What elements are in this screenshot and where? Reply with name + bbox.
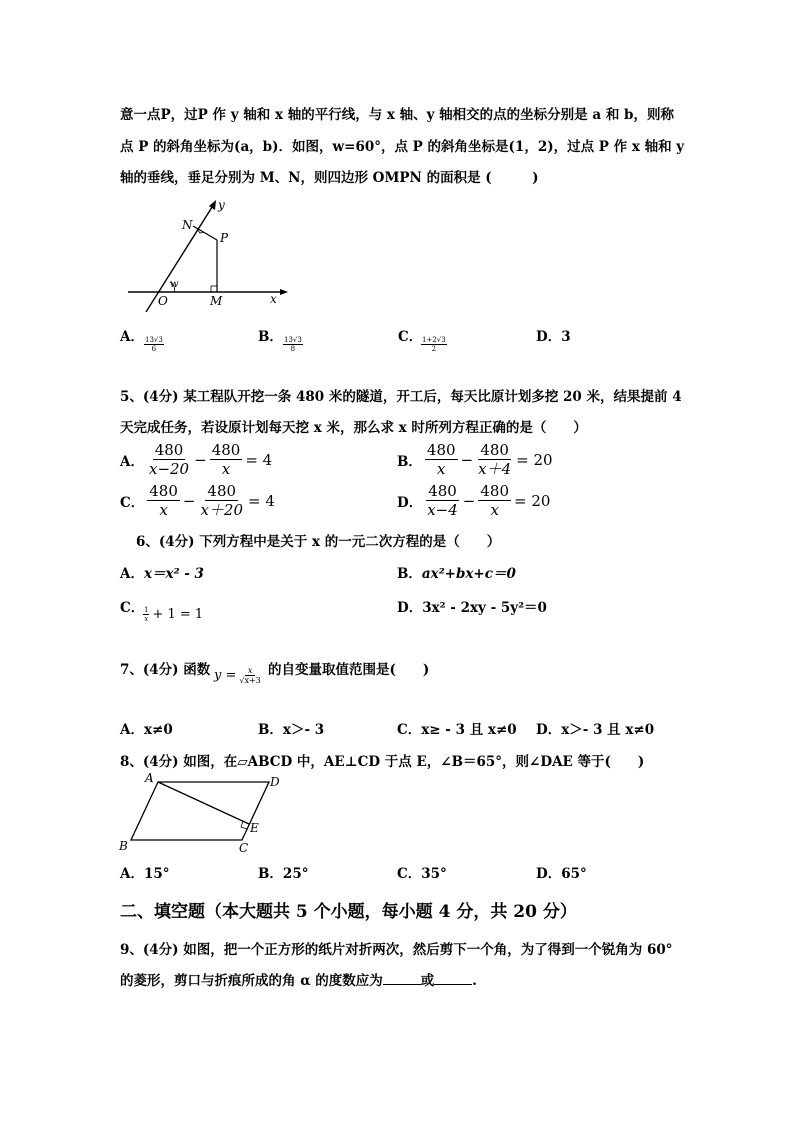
label-D: D — [270, 775, 280, 789]
parallelogram-ABCD — [131, 782, 269, 840]
q4-option-B-letter: B． — [258, 329, 283, 345]
q8-option-D: D．65° — [536, 866, 587, 882]
q9-text-line2: 的菱形，剪口与折痕所成的角 α 的度数应为 或 . — [120, 973, 477, 989]
q7-option-D: D．x＞- 3 且 x≠0 — [536, 722, 655, 738]
q8-stem: 8、(4分) 如图，在▱ABCD 中，AE⊥CD 于点 E，∠B＝65°，则∠DAE 等于( ) — [120, 754, 645, 770]
right-angle-mark-M — [211, 286, 217, 292]
q8-figure-parallelogram — [115, 772, 285, 858]
q9-text-line1: 9、(4分) 如图，把一个正方形的纸片对折两次，然后剪下一个角，为了得到一个锐角为 60° — [120, 942, 673, 958]
label-A: A — [145, 772, 154, 785]
q6-option-C-value: 1 x + 1 = 1 — [144, 606, 204, 623]
answer-blank-1[interactable] — [383, 972, 421, 985]
q7-stem-post: 的自变量取值范围是( ) — [268, 662, 430, 678]
q7-function-formula: y = $\frac{x}{√x+3}$ — [214, 666, 261, 685]
q4-option-B-value: 13√3 8 — [284, 336, 302, 353]
segment-AE — [158, 782, 249, 824]
q6-option-C-letter: C． — [120, 600, 145, 616]
answer-blank-2[interactable] — [434, 972, 472, 985]
label-M: M — [210, 294, 223, 308]
q4-text-line3: 轴的垂线，垂足分别为 M、N，则四边形 OMPN 的面积是 ( ) — [120, 170, 539, 186]
q4-option-A-letter: A． — [120, 329, 144, 345]
label-E: E — [250, 821, 259, 835]
q4-text-line2: 点 P 的斜角坐标为(a，b)．如图，w=60°，点 P 的斜角坐标是(1，2)，过点 P 作 x 轴和 y — [120, 139, 685, 155]
q4-option-D: D．3 — [536, 329, 571, 345]
label-C: C — [239, 841, 249, 855]
x-axis-arrow-icon — [280, 289, 288, 295]
q7-option-B: B．x＞- 3 — [258, 722, 325, 738]
q4-text-line1: 意一点P，过P 作 y 轴和 x 轴的平行线，与 x 轴、y 轴相交的点的坐标分别是 a 和 b，则称 — [120, 107, 674, 123]
q8-option-C: C．35° — [397, 866, 447, 882]
q4-option-C-value: 1+2√3 2 — [422, 336, 446, 353]
q4-option-A-value: 13√3 6 — [145, 336, 163, 353]
q4-figure-oblique-axes — [120, 192, 290, 312]
label-x: x — [270, 292, 277, 306]
segment-PN — [193, 226, 217, 240]
q7-option-C: C．x≥ - 3 且 x≠0 — [397, 722, 517, 738]
section-2-title: 二、填空题（本大题共 5 个小题，每小题 4 分，共 20 分） — [120, 902, 577, 922]
q6-stem: 6、(4分) 下列方程中是关于 x 的一元二次方程的是（ ） — [136, 534, 501, 550]
label-B: B — [119, 839, 128, 853]
q5-option-C: C． $\frac{480}{x}$ − $\frac{480}{x+20}$ = 4 — [120, 482, 275, 519]
label-w: w — [170, 279, 179, 290]
q6-option-A: A．x＝x² - 3 — [120, 566, 204, 582]
label-O: O — [158, 294, 168, 308]
q8-option-B: B．25° — [258, 866, 309, 882]
q6-option-D: D．3x² - 2xy - 5y²＝0 — [397, 600, 547, 616]
y-axis — [146, 204, 214, 312]
q5-option-D: D． $\frac{480}{x-4}$ − $\frac{480}{x}$ = 20 — [397, 482, 551, 519]
q8-option-A: A．15° — [120, 866, 170, 882]
q7-option-A: A．x≠0 — [120, 722, 173, 738]
q5-text-line2: 天完成任务，若设原计划每天挖 x 米，那么求 x 时所列方程正确的是（ ） — [120, 420, 587, 436]
q6-option-B: B．ax²+bx+c＝0 — [397, 566, 516, 582]
label-N: N — [182, 218, 193, 232]
q5-option-B: B． $\frac{480}{x}$ − $\frac{480}{x+4}$ = 20 — [397, 441, 553, 478]
y-axis-arrow-icon — [209, 200, 216, 210]
q5-text-line1: 5、(4分) 某工程队开挖一条 480 米的隧道，开工后，每天比原计划多挖 20 米，结果提前 4 — [120, 389, 682, 405]
q7-stem-pre: 7、(4分) 函数 — [120, 662, 211, 678]
q4-option-C-letter: C． — [398, 329, 423, 345]
label-P: P — [220, 231, 229, 245]
q5-option-A: A． $\frac{480}{x-20}$ − $\frac{480}{x}$ = 4 — [120, 441, 273, 478]
label-y: y — [218, 198, 225, 212]
